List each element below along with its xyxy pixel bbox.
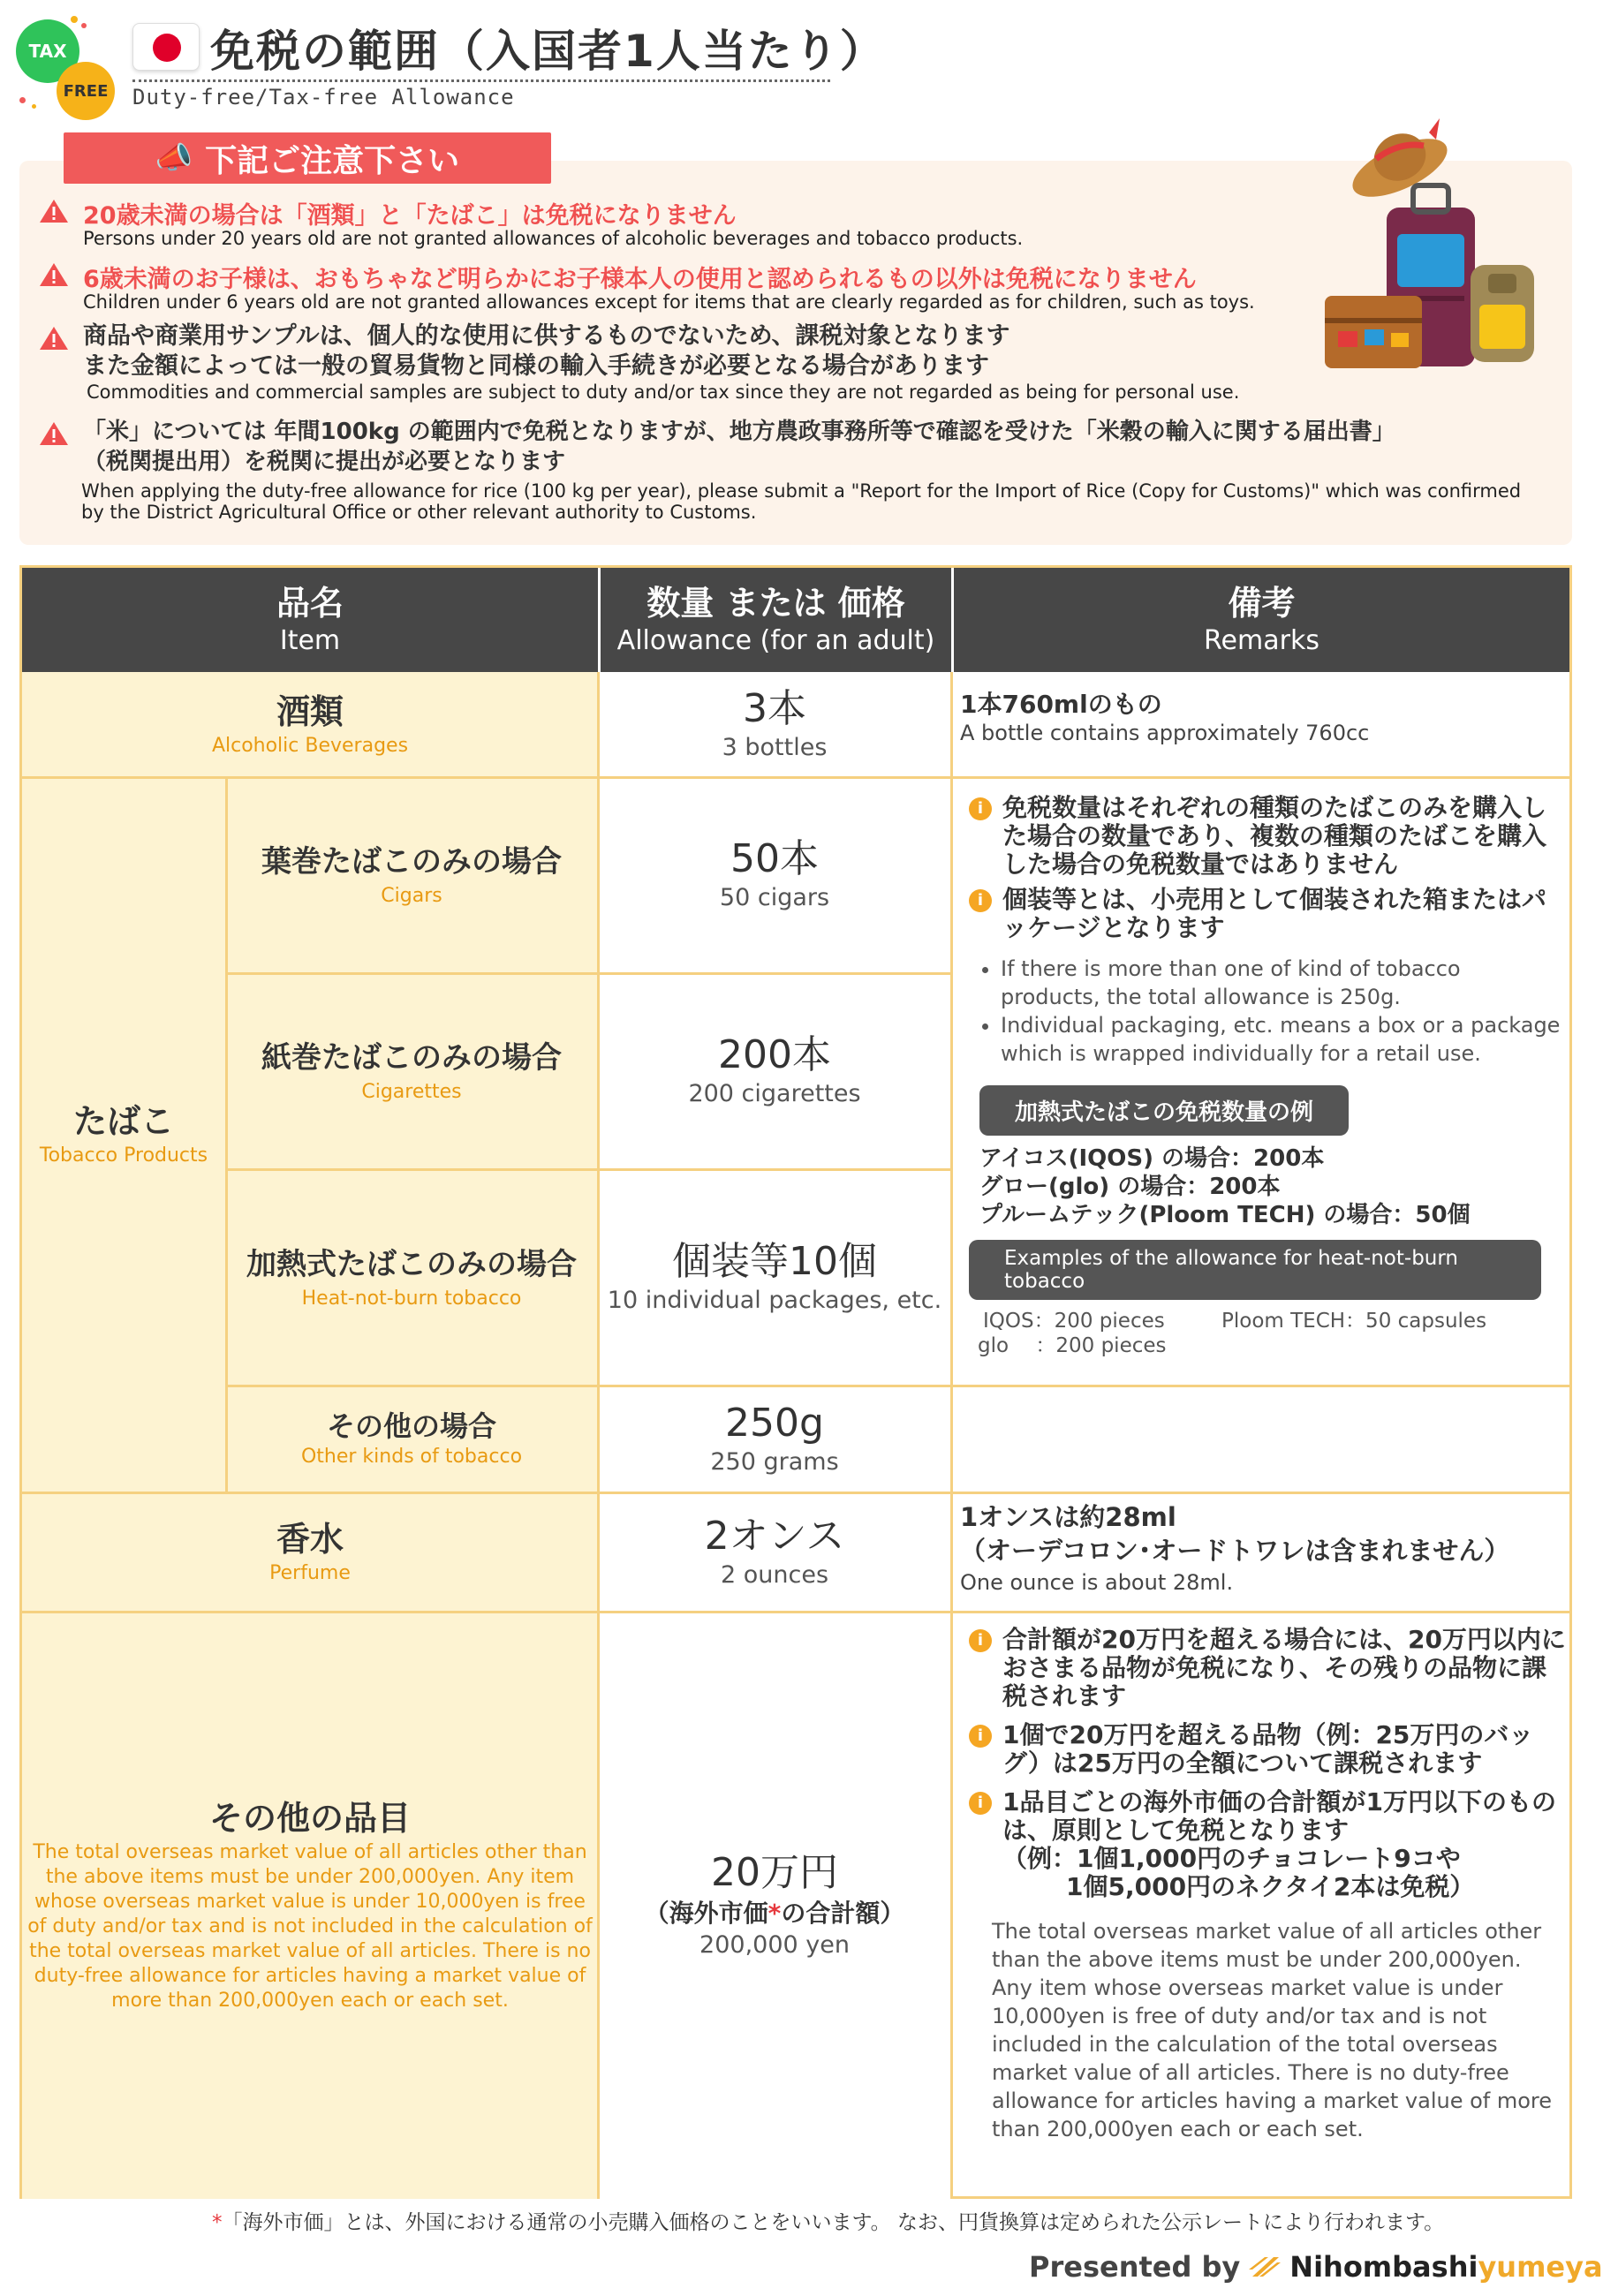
info-text: 個装等とは、小売用として個装された箱またはパッケージとなります xyxy=(1002,885,1547,942)
bullet-item: • Individual packaging, etc. means a box or a package which is wrapped individually for a retail use. xyxy=(1001,1011,1561,1068)
info-icon: i xyxy=(969,1629,992,1652)
remark-perfume xyxy=(960,1500,1509,1596)
brand-name: Nihombashi xyxy=(1289,2250,1478,2284)
japan-flag-icon xyxy=(132,23,200,71)
item-name-jp: 葉巻たばこのみの場合 xyxy=(261,844,562,880)
header-allowance xyxy=(598,568,951,672)
qty-alcohol xyxy=(598,672,951,776)
info-text: （例：1個1,000円のチョコレート9コや xyxy=(1002,1844,1461,1873)
example-pill-jp: 加熱式たばこの免税数量の例 xyxy=(979,1085,1349,1136)
qty-jp: 200本 xyxy=(718,1032,831,1077)
item-name-jp: たばこ xyxy=(72,1102,174,1141)
qty-jp: 20万円 xyxy=(711,1850,838,1895)
item-other-tobacco xyxy=(225,1385,598,1492)
item-name-jp: 酒類 xyxy=(276,692,344,731)
qty-en: 200 cigarettes xyxy=(688,1080,861,1107)
item-name-en: The total overseas market value of all articles other than the above items must be under 200,000yen. Any item whose overseas market value is under 10,000yen is free of duty and/or tax and is not included in the calculation of the total overseas market value of all articles. There is no duty-free allowance for articles having a market value of more than 200,000yen each or each set. xyxy=(27,1841,593,2012)
remark-en: One ounce is about 28ml. xyxy=(960,1570,1234,1595)
luggage-illustration xyxy=(1316,106,1546,397)
examples-jp xyxy=(979,1144,1561,1229)
notice-en: When applying the duty-free allowance for rice (100 kg per year), please submit a "Report for the Import of Rice (Copy for Customs)" which was confirmed xyxy=(81,480,1522,502)
qty-en: 10 individual packages, etc. xyxy=(607,1286,942,1314)
item-name-jp: 紙巻たばこのみの場合 xyxy=(261,1040,562,1076)
remark-en: The total overseas market value of all articles other than the above items must be under 200,000yen. Any item whose overseas market value is under 10,000yen is free of duty and/or tax and is not included in the calculation of the total overseas market value of all articles. There is no duty-free allowance for articles having a market value of more than 200,000yen each or each set. xyxy=(992,1919,1553,2141)
footnote xyxy=(212,2206,1444,2235)
item-others xyxy=(22,1611,598,2199)
notice-jp: （税関提出用）を税関に提出が必要となります xyxy=(83,449,566,475)
tax-free-logo xyxy=(16,16,122,113)
notice-banner xyxy=(64,132,551,184)
qty-en: 250 grams xyxy=(710,1447,839,1476)
qty-perfume xyxy=(598,1492,951,1611)
header-allowance-en: Allowance (for an adult) xyxy=(616,625,935,656)
example-jp: アイコス(IQOS) の場合：200本 xyxy=(979,1145,1325,1172)
bullet-item: • If there is more than one of kind of tobacco products, the total allowance is 250g. xyxy=(1001,955,1561,1011)
item-name-en: Alcoholic Beverages xyxy=(211,735,409,757)
examples-en xyxy=(969,1305,1561,1360)
notice-en: by the District Agricultural Office or other relevant authority to Customs. xyxy=(81,502,757,523)
info-note xyxy=(969,1788,1569,1901)
item-name-jp: 香水 xyxy=(276,1519,344,1559)
header-item-jp: 品名 xyxy=(276,584,344,623)
qty-en: 2 ounces xyxy=(720,1560,829,1589)
header-remarks xyxy=(951,568,1569,672)
info-icon: i xyxy=(969,1792,992,1815)
info-icon: i xyxy=(969,889,992,912)
item-name-jp: その他の品目 xyxy=(208,1799,411,1838)
notice-en: Children under 6 years old are not granted allowances except for items that are clearly regarded as for children, such as toys. xyxy=(83,291,1255,313)
qty-jp: 50本 xyxy=(730,836,819,881)
notice-jp: 6歳未満のお子様は、おもちゃなど明らかにお子様本人の使用と認められるもの以外は免税になりません xyxy=(83,266,1197,293)
header-item xyxy=(22,568,598,672)
warning-icon xyxy=(39,198,69,224)
info-note xyxy=(969,886,1561,942)
row-divider xyxy=(22,1492,1569,1494)
qty-jp: 個装等10個 xyxy=(672,1238,877,1284)
header-remarks-jp: 備考 xyxy=(1228,584,1296,623)
page-title: 免税の範囲（入国者1人当たり） xyxy=(210,26,886,77)
header-item-en: Item xyxy=(279,625,341,656)
info-text: 1個5,000円のネクタイ2本は免税） xyxy=(1066,1872,1475,1901)
allowance-table xyxy=(19,565,1572,2199)
qty-sub-text: （海外市価 xyxy=(644,1899,768,1928)
item-name-en: Other kinds of tobacco xyxy=(300,1445,523,1468)
row-divider xyxy=(225,1385,1569,1387)
asterisk-mark: * xyxy=(767,1899,782,1928)
info-note xyxy=(969,794,1561,879)
qty-en: 200,000 yen xyxy=(699,1931,850,1959)
header-remarks-en: Remarks xyxy=(1204,625,1319,656)
item-heat-not-burn xyxy=(225,1168,598,1385)
item-name-en: Tobacco Products xyxy=(39,1144,208,1167)
warning-icon xyxy=(39,420,69,447)
item-name-en: Perfume xyxy=(269,1561,351,1584)
credit-label: Presented by xyxy=(1029,2250,1241,2284)
item-alcohol xyxy=(22,672,598,776)
example-en: glo ：200 pieces xyxy=(978,1334,1167,1357)
brand-logo-icon xyxy=(1247,2254,1282,2280)
header-allowance-jp: 数量 または 価格 xyxy=(646,584,905,623)
tobacco-bullets xyxy=(969,955,1561,1068)
example-jp: プルームテック(Ploom TECH) の場合：50個 xyxy=(979,1202,1471,1228)
credit xyxy=(1029,2250,1603,2284)
item-tobacco xyxy=(22,776,225,1492)
row-divider xyxy=(225,972,951,975)
qty-heat-not-burn xyxy=(598,1168,951,1385)
qty-others xyxy=(598,1611,951,2199)
remark-en: A bottle contains approximately 760cc xyxy=(960,721,1370,745)
column-divider xyxy=(225,776,228,1492)
remark-jp: （オーデコロン･オードトワレは含まれません） xyxy=(960,1536,1510,1566)
item-name-en: Cigars xyxy=(381,885,442,907)
column-divider xyxy=(597,672,600,2199)
notice-jp: 20歳未満の場合は「酒類」と「たばこ」は免税になりません xyxy=(83,202,737,230)
qty-sub xyxy=(645,1897,905,1930)
footnote-text: 「海外市価」とは、外国における通常の小売購入価格のことをいいます。 なお、円貨換算は定められた公示レートにより行われます。 xyxy=(222,2211,1445,2234)
warning-icon xyxy=(39,261,69,288)
qty-cigars xyxy=(598,776,951,972)
megaphone-icon: 📣 xyxy=(155,140,193,176)
row-divider xyxy=(22,1611,1569,1613)
item-name-jp: その他の場合 xyxy=(326,1409,496,1443)
asterisk-mark: * xyxy=(212,2211,223,2234)
info-text: 免税数量はそれぞれの種類のたばこのみを購入した場合の数量であり、複数の種類のたばこを購入した場合の免税数量ではありません xyxy=(1002,793,1547,879)
notice-jp: また金額によっては一般の貿易貨物と同様の輸入手続きが必要となる場合があります xyxy=(83,352,989,380)
info-icon: i xyxy=(969,1725,992,1748)
brand-name-accent: yumeya xyxy=(1478,2250,1603,2284)
info-icon: i xyxy=(969,797,992,820)
qty-sub-text: の合計額） xyxy=(781,1899,905,1928)
remark-jp: 1本760mlのもの xyxy=(960,690,1162,719)
qty-jp: 2オンス xyxy=(704,1513,845,1559)
column-divider xyxy=(950,672,953,2199)
qty-cigarettes xyxy=(598,972,951,1168)
info-text: 1個で20万円を超える品物（例：25万円のバッグ）は25万円の全額について課税されます xyxy=(1002,1720,1534,1778)
item-cigars xyxy=(225,776,598,972)
remark-alcohol xyxy=(960,690,1369,746)
example-en: Ploom TECH：50 capsules xyxy=(1221,1310,1487,1333)
qty-en: 50 cigars xyxy=(719,884,830,911)
remark-jp: 1オンスは約28ml xyxy=(960,1502,1176,1532)
example-en: IQOS：200 pieces xyxy=(983,1310,1165,1333)
item-cigarettes xyxy=(225,972,598,1168)
row-divider xyxy=(225,1168,951,1171)
example-pill-en: Examples of the allowance for heat-not-burn tobacco xyxy=(969,1240,1541,1300)
qty-jp: 3本 xyxy=(743,686,806,731)
item-perfume xyxy=(22,1492,598,1611)
qty-en: 3 bottles xyxy=(722,734,828,761)
logo-tax-circle: TAX xyxy=(16,19,79,83)
remark-tobacco xyxy=(969,794,1561,1360)
info-text: 1品目ごとの海外市価の合計額が1万円以下のものは、原則として免税となります xyxy=(1002,1787,1556,1845)
info-text: 合計額が20万円を超える場合には、20万円以内におさまる品物が免税になり、その残りの品物に課税されます xyxy=(1002,1625,1566,1711)
title-divider xyxy=(132,79,830,82)
warning-icon xyxy=(39,325,69,351)
item-name-en: Heat-not-burn tobacco xyxy=(301,1287,522,1310)
qty-jp: 250g xyxy=(725,1400,824,1446)
page-subtitle: Duty-free/Tax-free Allowance xyxy=(132,85,515,110)
logo-free-circle: FREE xyxy=(57,62,115,120)
info-note xyxy=(969,1721,1569,1778)
notice-en: Persons under 20 years old are not granted allowances of alcoholic beverages and tobacco products. xyxy=(83,228,1024,249)
info-note xyxy=(969,1626,1569,1711)
page-header xyxy=(0,0,1590,124)
item-name-jp: 加熱式たばこのみの場合 xyxy=(246,1246,577,1282)
notice-jp: 商品や商業用サンプルは、個人的な使用に供するものでないため、課税対象となります xyxy=(83,322,1010,350)
notice-banner-label: 下記ご注意下さい xyxy=(205,142,460,179)
notice-en: Commodities and commercial samples are subject to duty and/or tax since they are not regarded as being for personal use. xyxy=(87,381,1240,403)
qty-other-tobacco xyxy=(598,1385,951,1492)
item-name-en: Cigarettes xyxy=(361,1081,462,1103)
notice-jp: 「米」については 年間100kg の範囲内で免税となりますが、地方農政事務所等で確認を受けた「米穀の輸入に関する届出書」 xyxy=(83,419,1395,445)
example-jp: グロー(glo) の場合：200本 xyxy=(979,1174,1281,1200)
remark-others xyxy=(969,1626,1569,2143)
row-divider xyxy=(22,776,1569,779)
